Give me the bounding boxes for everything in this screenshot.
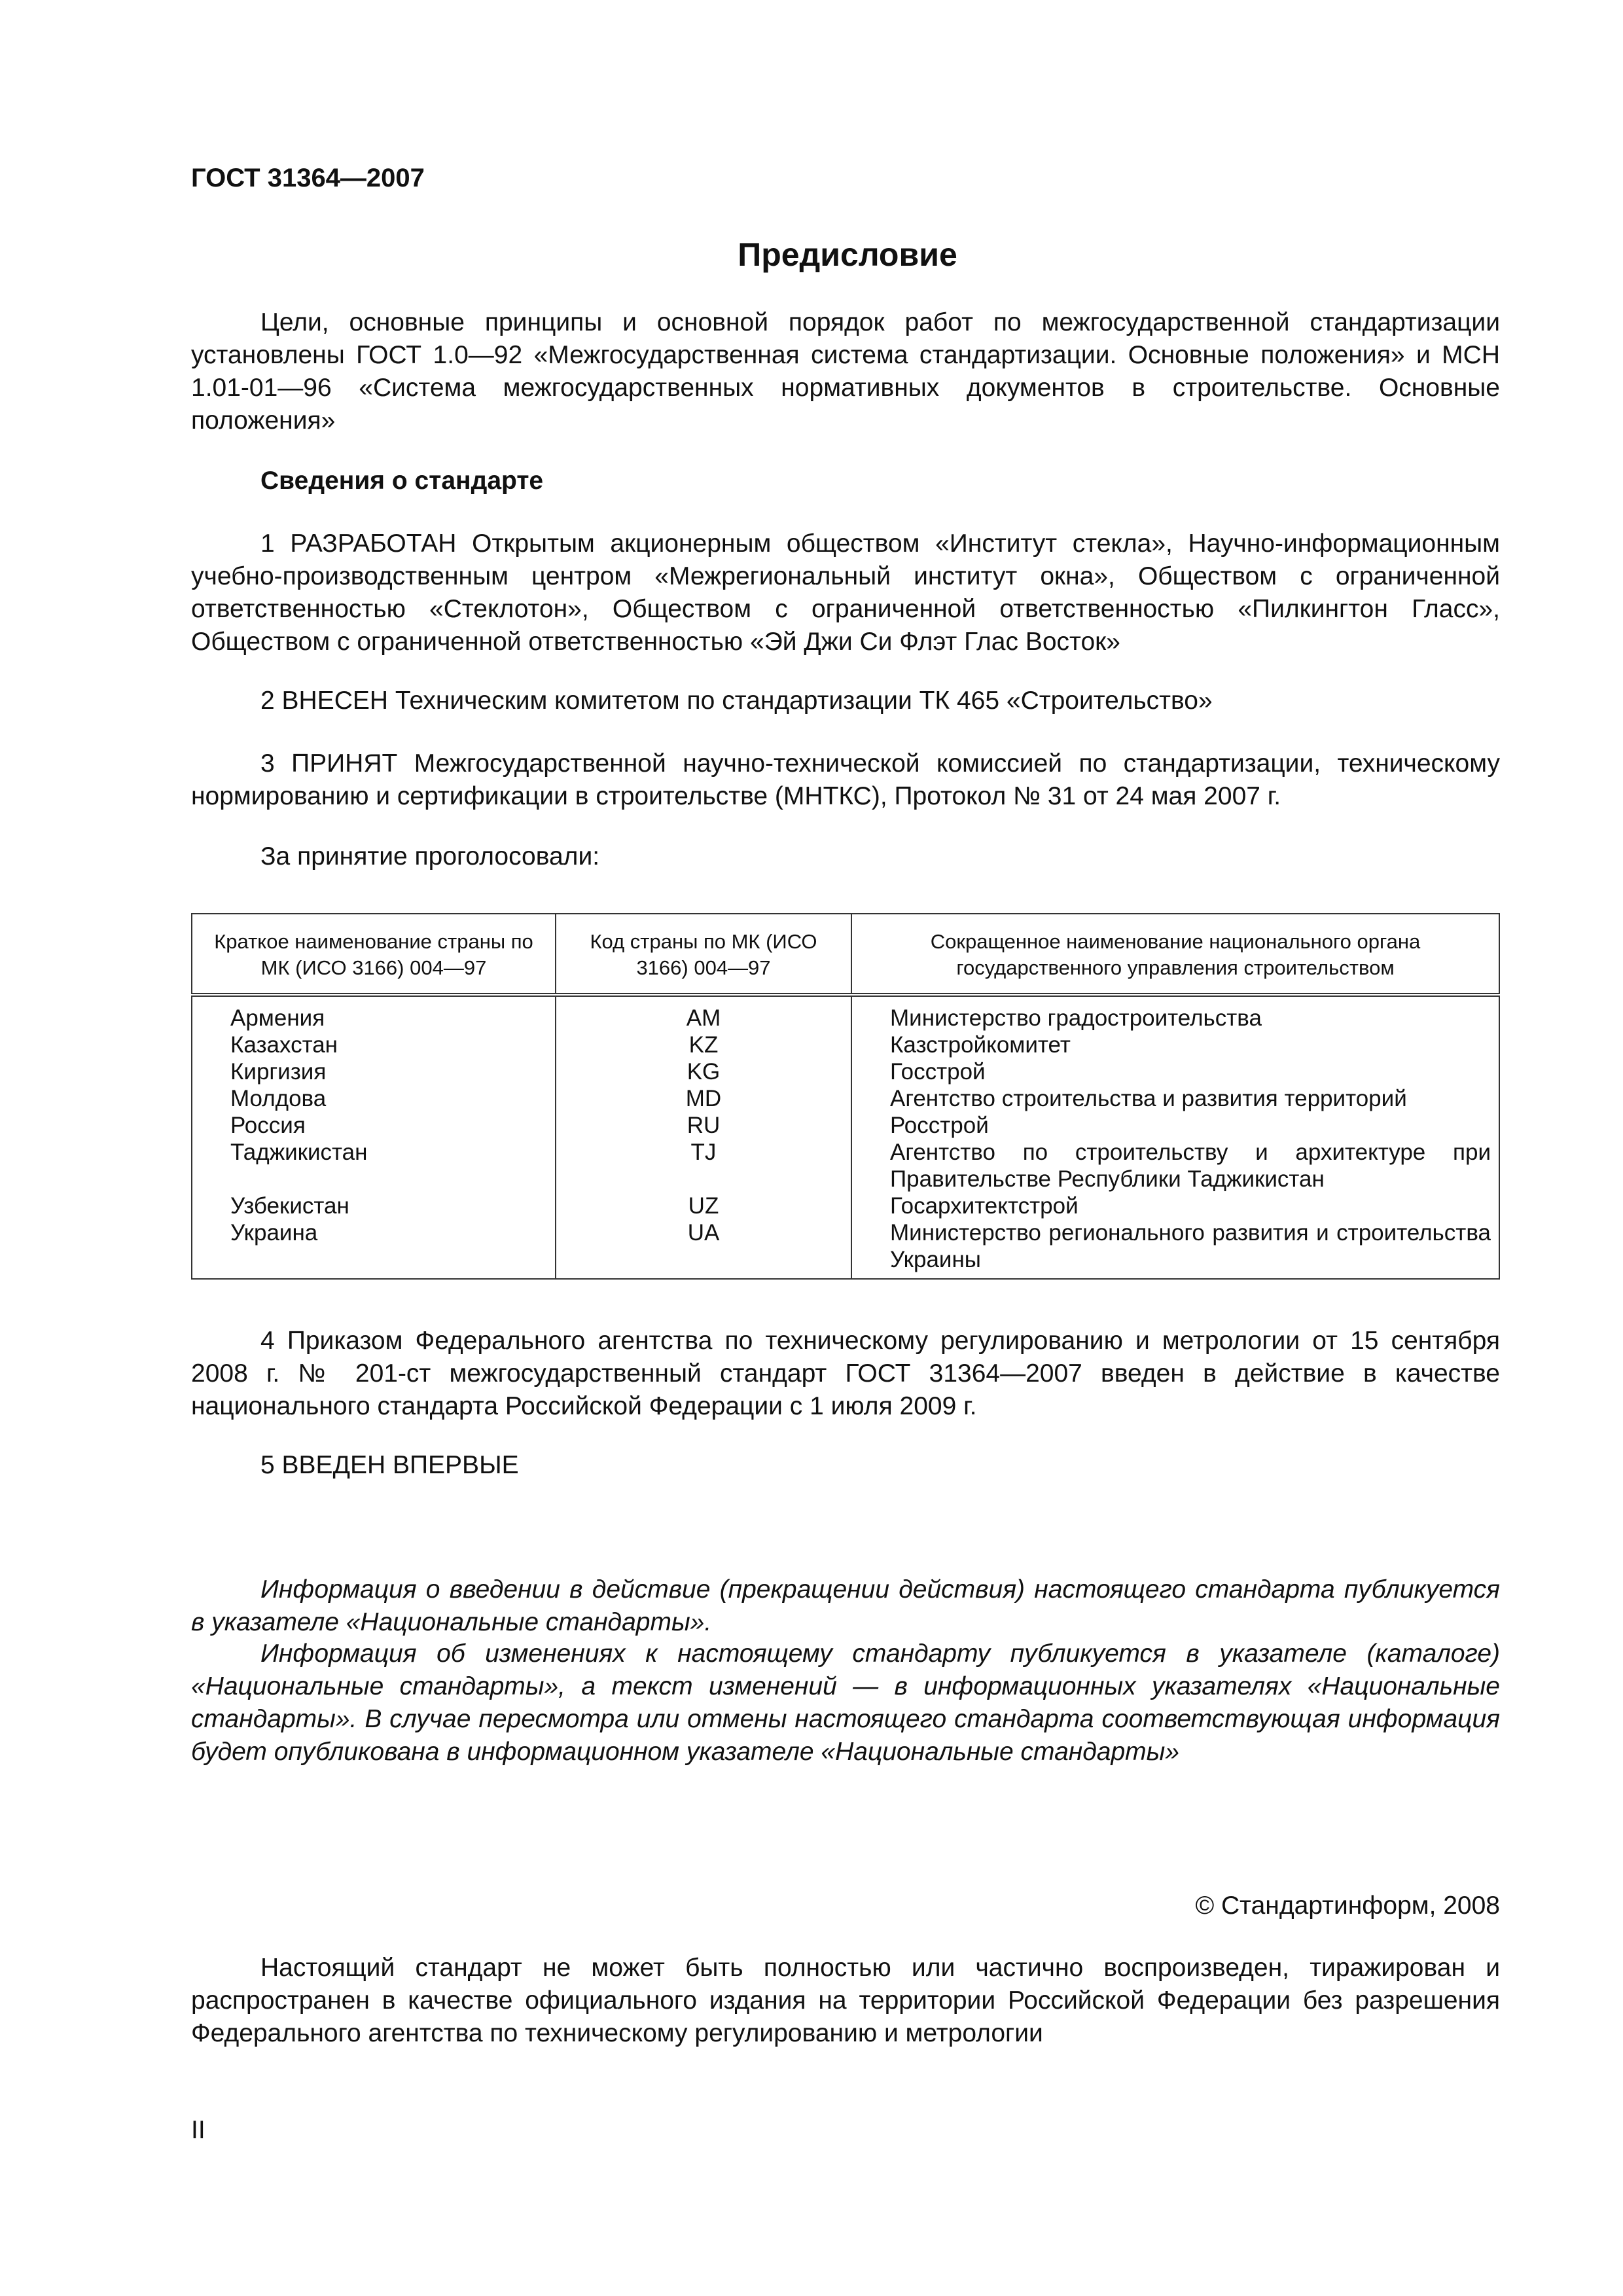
table-header-country: Краткое наименование страны по МК (ИСО 3166) 004—97 xyxy=(192,914,556,995)
intro-paragraph xyxy=(191,306,1500,437)
voted-label: За принятие проголосовали: xyxy=(260,842,600,870)
notice-2-paragraph xyxy=(191,1638,1500,1768)
authority-name: Агентство строительства и развития территорий xyxy=(851,1085,1499,1112)
voting-table xyxy=(191,913,1500,1280)
country-code: RU xyxy=(556,1112,851,1139)
country-name: Узбекистан xyxy=(192,1193,556,1219)
page-number: II xyxy=(191,2116,205,2144)
authority-name: Казстройкомитет xyxy=(851,1031,1499,1058)
table-row xyxy=(192,1031,1499,1058)
page-title: Предисловие xyxy=(738,236,957,273)
notice-1-paragraph xyxy=(191,1573,1500,1639)
country-name: Киргизия xyxy=(192,1058,556,1085)
table-row xyxy=(192,1058,1499,1085)
authority-name: Министерство регионального развития и строительства Украины xyxy=(851,1219,1499,1279)
authority-name: Министерство градостроительства xyxy=(851,995,1499,1031)
country-code: KZ xyxy=(556,1031,851,1058)
table-row xyxy=(192,1193,1499,1219)
country-code: TJ xyxy=(556,1139,851,1193)
table-row xyxy=(192,1085,1499,1112)
item-3-text: 3 ПРИНЯТ Межгосударственной научно-технической комиссией по стандартизации, техническому нормированию и сертификации в строительстве (МНТКС), Протокол № 31 от 24 мая 2007 г. xyxy=(191,749,1500,810)
item-5-paragraph: 5 ВВЕДЕН ВПЕРВЫЕ xyxy=(260,1451,519,1479)
country-name: Таджикистан xyxy=(192,1139,556,1193)
table-row xyxy=(192,1139,1499,1193)
country-code: KG xyxy=(556,1058,851,1085)
authority-name: Агентство по строительству и архитектуре при Правительстве Республики Таджикистан xyxy=(851,1139,1499,1193)
item-1-text: 1 РАЗРАБОТАН Открытым акционерным обществом «Институт стекла», Научно-информационным учебно-производственным центром «Межрегиональный институт окна», Обществом с ограниченной ответственностью «Стеклотон», Обществом с ограниченной ответственностью «Пилкингтон Гласс», Обществом с ограниченной ответственностью «Эй Джи Си Флэт Глас Восток» xyxy=(191,529,1500,656)
table-row xyxy=(192,995,1499,1031)
notice-1-text: Информация о введении в действие (прекращении действия) настоящего стандарта публикуется в указателе «Национальные стандарты». xyxy=(191,1575,1500,1636)
country-name: Россия xyxy=(192,1112,556,1139)
intro-text: Цели, основные принципы и основной порядок работ по межгосударственной стандартизации установлены ГОСТ 1.0—92 «Межгосударственная система стандартизации. Основные положения» и МСН 1.01-01—96 «Система межгосударственных нормативных документов в строительстве. Основные положения» xyxy=(191,308,1500,435)
document-header: ГОСТ 31364—2007 xyxy=(191,164,425,192)
country-code: UZ xyxy=(556,1193,851,1219)
country-name: Украина xyxy=(192,1219,556,1279)
country-code: AM xyxy=(556,995,851,1031)
item-2-paragraph: 2 ВНЕСЕН Техническим комитетом по стандартизации ТК 465 «Строительство» xyxy=(260,687,1213,715)
country-name: Молдова xyxy=(192,1085,556,1112)
info-heading: Сведения о стандарте xyxy=(260,467,544,495)
copyright-line: © Стандартинформ, 2008 xyxy=(1195,1892,1500,1920)
rights-text: Настоящий стандарт не может быть полностью или частично воспроизведен, тиражирован и распространен в качестве официального издания на территории Российской Федерации без разрешения Федерального агентства по техническому регулированию и метрологии xyxy=(191,1954,1500,2047)
table-header-code: Код страны по МК (ИСО 3166) 004—97 xyxy=(556,914,851,995)
country-name: Армения xyxy=(192,995,556,1031)
country-code: UA xyxy=(556,1219,851,1279)
item-4-text: 4 Приказом Федерального агентства по техническому регулированию и метрологии от 15 сентября 2008 г. № 201-ст межгосударственный стандарт ГОСТ 31364—2007 введен в действие в качестве национального стандарта Российской Федерации с 1 июля 2009 г. xyxy=(191,1327,1500,1420)
notice-2-text: Информация об изменениях к настоящему стандарту публикуется в указателе (каталоге) «Национальные стандарты», а текст изменений — в информационных указателях «Национальные стандарты». В случае пересмотра или отмены настоящего стандарта соответствующая информация будет опубликована в информационном указателе «Национальные стандарты» xyxy=(191,1640,1500,1766)
rights-paragraph xyxy=(191,1952,1500,2050)
table-row xyxy=(192,1219,1499,1279)
item-4-paragraph xyxy=(191,1325,1500,1423)
country-code: MD xyxy=(556,1085,851,1112)
table-row xyxy=(192,1112,1499,1139)
table-header-row xyxy=(192,914,1499,995)
authority-name: Росстрой xyxy=(851,1112,1499,1139)
authority-name: Госстрой xyxy=(851,1058,1499,1085)
item-1-paragraph xyxy=(191,528,1500,658)
table-header-authority: Сокращенное наименование национального органа государственного управления строительством xyxy=(851,914,1499,995)
country-name: Казахстан xyxy=(192,1031,556,1058)
item-3-paragraph xyxy=(191,747,1500,813)
authority-name: Госархитектстрой xyxy=(851,1193,1499,1219)
